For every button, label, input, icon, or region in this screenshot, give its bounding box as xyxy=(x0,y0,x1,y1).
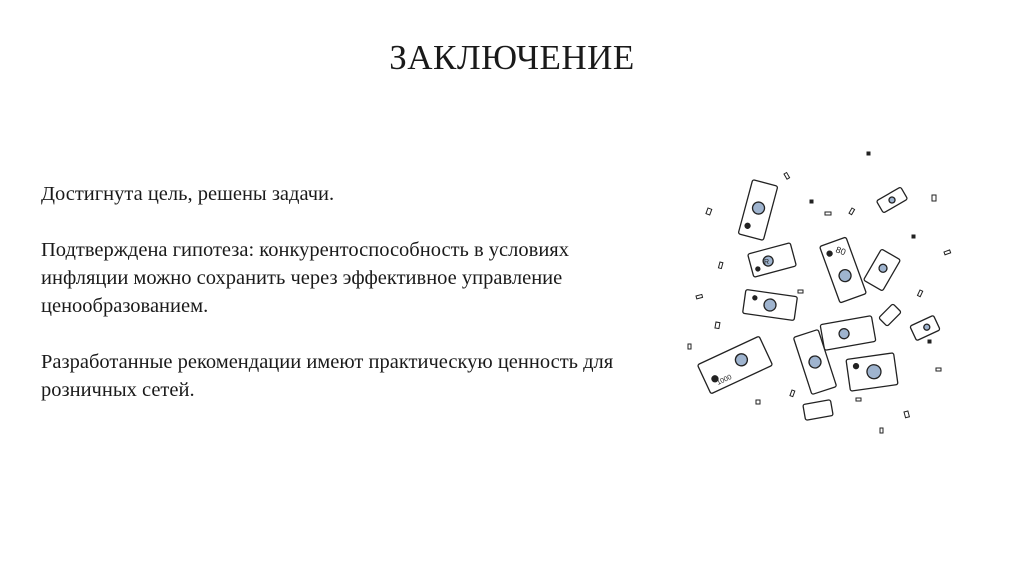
bill-label: 80 xyxy=(834,244,848,258)
banknote-illustration xyxy=(738,180,778,241)
banknote-illustration xyxy=(863,249,900,291)
paragraph-hypothesis: Подтверждена гипотеза: конкурентоспособность в условиях инфляции можно сохранить через эффективное управление ценообразованием. xyxy=(41,239,569,317)
slide-title: ЗАКЛЮЧЕНИЕ xyxy=(389,38,635,77)
banknote-illustration xyxy=(748,243,797,278)
bill-label: R xyxy=(764,259,770,266)
slide-body xyxy=(41,180,621,432)
banknote-illustration xyxy=(910,315,940,340)
flying-money-illustration xyxy=(680,140,960,440)
banknote-illustration xyxy=(879,304,902,327)
banknote-illustration xyxy=(803,400,833,421)
paragraph-goal: Достигнута цель, решены задачи. xyxy=(41,183,335,205)
banknote-illustration xyxy=(743,289,798,320)
banknote-illustration xyxy=(846,353,898,391)
bill-label: 1000 xyxy=(715,373,733,387)
paragraph-recommendations: Разработанные рекомендации имеют практическую ценность для розничных сетей. xyxy=(41,351,614,401)
banknote-illustration xyxy=(820,316,876,351)
banknote-illustration xyxy=(697,336,772,394)
banknote-illustration xyxy=(876,187,907,213)
